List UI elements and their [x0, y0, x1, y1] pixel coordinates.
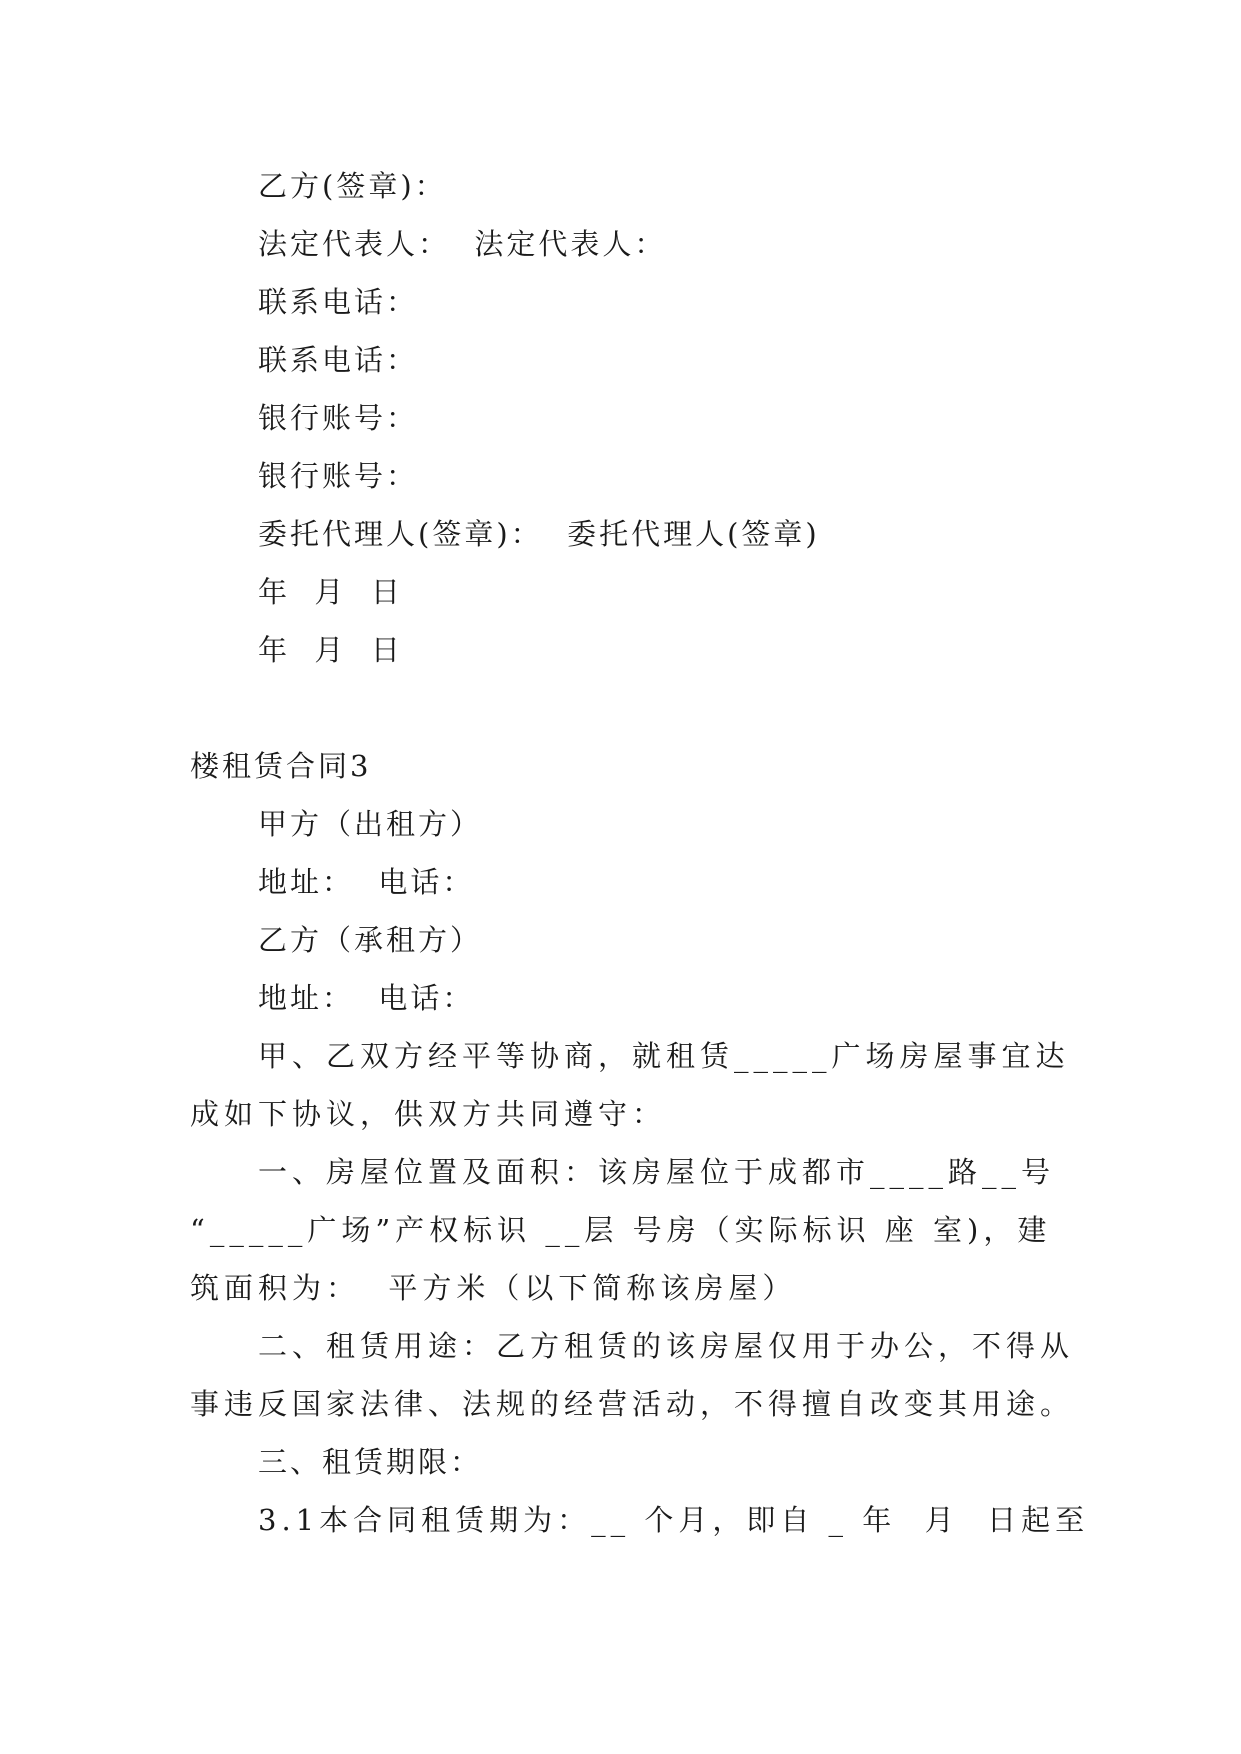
bank-account-line-2: 银行账号：	[258, 459, 419, 493]
legal-representatives-line: 法定代表人： 法定代表人：	[258, 227, 667, 261]
clause-1-line-1: 一、房屋位置及面积：该房屋位于成都市____路__号	[258, 1155, 1056, 1189]
party-a-label: 甲方（出租方）	[258, 807, 483, 841]
clause-2-line-2: 事违反国家法律、法规的经营活动，不得擅自改变其用途。	[190, 1387, 1075, 1421]
clause-3-1-line: 3.1本合同租赁期为：__ 个月，即自 _ 年 月 日起至	[258, 1503, 1090, 1537]
party-b-label: 乙方（承租方）	[258, 923, 483, 957]
agents-signature-line: 委托代理人(签章)： 委托代理人(签章)	[258, 517, 820, 551]
clause-1-line-2: “_____广场”产权标识 __层 号房（实际标识 座 室)，建	[190, 1213, 1052, 1247]
date-line-2: 年 月 日	[258, 633, 403, 667]
date-line-1: 年 月 日	[258, 575, 403, 609]
contract-title: 楼租赁合同3	[190, 749, 372, 783]
phone-line-2: 联系电话：	[258, 343, 419, 377]
preamble-line-2: 成如下协议，供双方共同遵守：	[190, 1097, 667, 1131]
phone-line-1: 联系电话：	[258, 285, 419, 319]
clause-1-line-3: 筑面积为： 平方米（以下简称该房屋）	[190, 1271, 797, 1305]
bank-account-line-1: 银行账号：	[258, 401, 419, 435]
party-b-signature-line: 乙方(签章)：	[258, 169, 447, 203]
preamble-line-1: 甲、乙双方经平等协商，就租赁_____广场房屋事宜达	[258, 1039, 1070, 1073]
party-a-contact: 地址： 电话：	[258, 865, 475, 899]
clause-3-heading: 三、租赁期限：	[258, 1445, 483, 1479]
clause-2-line-1: 二、租赁用途：乙方租赁的该房屋仅用于办公，不得从	[258, 1329, 1075, 1363]
party-b-contact: 地址： 电话：	[258, 981, 475, 1015]
